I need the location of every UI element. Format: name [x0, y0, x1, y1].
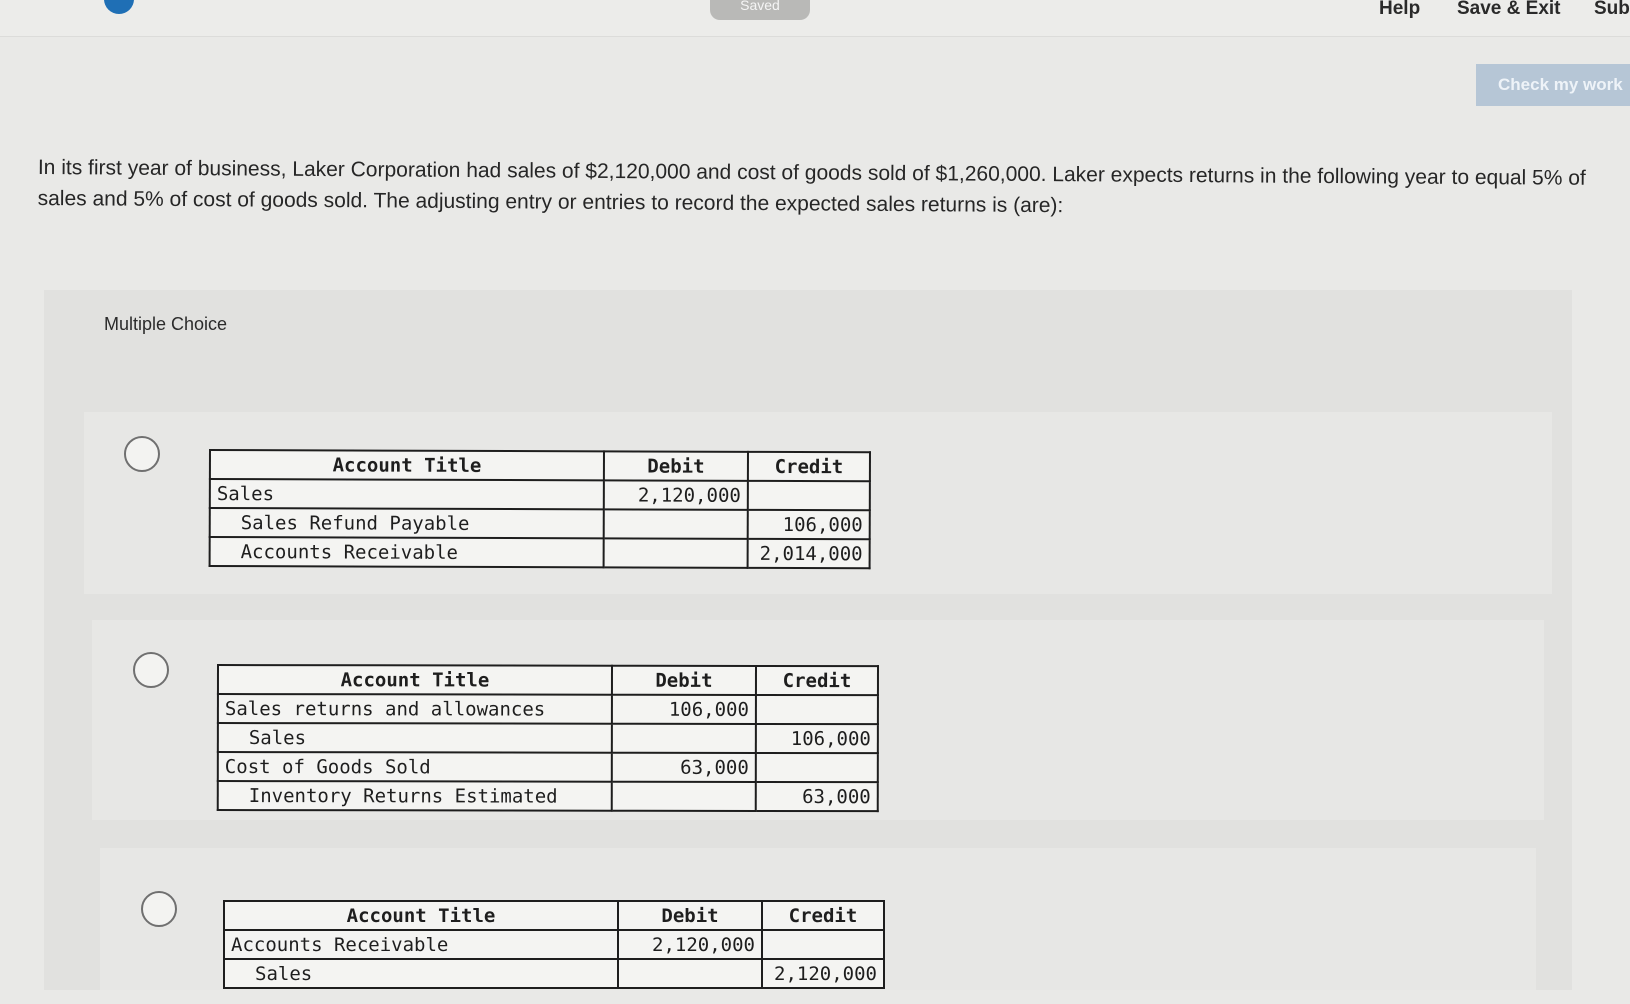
account-title-cell: Sales [210, 479, 604, 509]
journal-table-option-1 [209, 449, 871, 569]
debit-cell: 2,120,000 [604, 480, 748, 510]
debit-cell [612, 724, 756, 753]
table-row [210, 508, 870, 539]
account-title-cell: Sales [218, 723, 612, 753]
radio-option-3[interactable] [141, 891, 177, 927]
credit-cell [748, 481, 870, 510]
help-link[interactable]: Help [1379, 0, 1421, 19]
credit-cell [762, 930, 884, 959]
table-header-row [210, 450, 870, 481]
debit-cell [612, 782, 756, 811]
column-header-credit: Credit [762, 901, 884, 930]
info-icon[interactable] [104, 0, 134, 14]
credit-cell: 106,000 [756, 724, 878, 753]
credit-cell: 63,000 [756, 782, 878, 811]
table-header-row [224, 901, 884, 930]
table-row [218, 723, 878, 753]
journal-table-option-2 [217, 664, 879, 812]
credit-cell: 2,014,000 [748, 539, 870, 568]
column-header-debit: Debit [618, 901, 762, 930]
table-row [210, 537, 870, 568]
column-header-debit: Debit [604, 451, 748, 481]
radio-option-2[interactable] [133, 652, 169, 688]
credit-cell: 2,120,000 [762, 959, 884, 988]
multiple-choice-label: Multiple Choice [104, 314, 228, 334]
account-title-cell: Cost of Goods Sold [218, 752, 612, 782]
column-header-debit: Debit [612, 666, 756, 695]
column-header-credit: Credit [748, 452, 870, 481]
column-header-account-title: Account Title [224, 901, 618, 930]
account-title-cell: Sales returns and allowances [218, 694, 612, 724]
journal-table-option-3 [223, 900, 885, 989]
table-row [224, 959, 884, 988]
check-my-work-button[interactable]: Check my work [1476, 64, 1630, 106]
table-row [218, 781, 878, 811]
submit-link[interactable]: Sub [1594, 0, 1630, 19]
account-title-cell: Accounts Receivable [224, 930, 618, 959]
debit-cell [618, 959, 762, 988]
debit-cell: 2,120,000 [618, 930, 762, 959]
question-text: In its first year of business, Laker Corporation had sales of $2,120,000 and cost of goods sold of $1,260,000. Laker expects returns in the following year to equal 5% of sales and 5% of cost of goods sold. The adjusting entry or entries to record the expected sales returns is (are): [37, 155, 1586, 218]
table-row [210, 479, 870, 510]
debit-cell: 106,000 [612, 695, 756, 724]
column-header-credit: Credit [756, 666, 878, 695]
column-header-account-title: Account Title [218, 665, 612, 695]
debit-cell [604, 538, 748, 568]
account-title-cell: Inventory Returns Estimated [218, 781, 612, 811]
credit-cell [756, 753, 878, 782]
debit-cell [604, 509, 748, 539]
account-title-cell: Sales Refund Payable [210, 508, 604, 538]
table-row [218, 694, 878, 724]
account-title-cell: Accounts Receivable [210, 537, 604, 567]
table-row [224, 930, 884, 959]
credit-cell [756, 695, 878, 724]
saved-status-badge: Saved [710, 0, 810, 20]
credit-cell: 106,000 [748, 510, 870, 539]
save-exit-link[interactable]: Save & Exit [1457, 0, 1561, 19]
top-bar [0, 0, 1630, 37]
table-header-row [218, 665, 878, 695]
table-row [218, 752, 878, 782]
radio-option-1[interactable] [124, 436, 160, 472]
column-header-account-title: Account Title [210, 450, 604, 480]
account-title-cell: Sales [224, 959, 618, 988]
debit-cell: 63,000 [612, 753, 756, 782]
